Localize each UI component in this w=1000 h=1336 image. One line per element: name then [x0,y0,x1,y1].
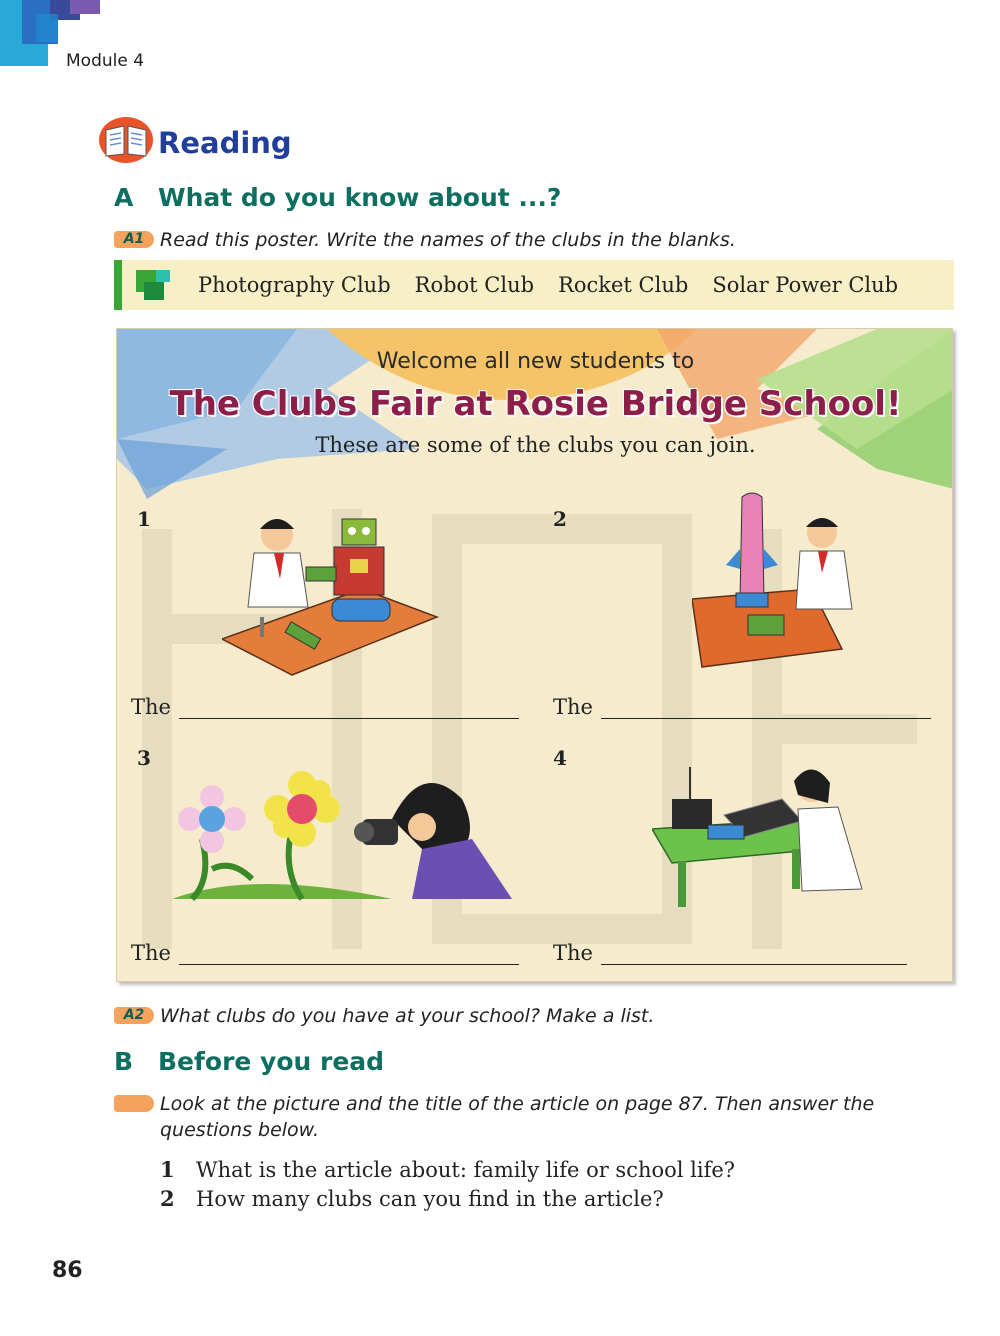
question-number: 1 [160,1157,175,1182]
photography-club-illustration [172,759,512,909]
question-text: What is the article about: family life or school life? [196,1158,736,1182]
word-bank-icon [114,260,174,310]
a1-instruction: Read this poster. Write the names of the clubs in the blanks. [160,229,736,251]
page-number: 86 [52,1258,83,1283]
word-bank-item: Solar Power Club [712,273,899,297]
section-a-letter: A [114,183,134,212]
rocket-club-illustration [692,489,872,669]
robot-club-illustration [222,489,442,689]
the-prefix: The [131,695,171,719]
the-prefix: The [553,695,593,719]
poster-welcome: Welcome all new students to [376,349,695,374]
item-number: 3 [137,746,151,770]
blank-line-4 [553,941,907,965]
item-number: 2 [553,507,567,531]
b-instruction-line-2: questions below. [160,1119,320,1141]
word-bank-box [114,260,954,310]
word-bank-item: Robot Club [414,273,535,297]
answer-blank[interactable] [601,701,931,719]
poster-subtitle: These are some of the clubs you can join. [315,433,756,457]
a2-instruction: What clubs do you have at your school? Make a list. [160,1005,655,1027]
answer-blank[interactable] [179,947,519,965]
clubs-fair-poster [116,328,953,982]
the-prefix: The [131,941,171,965]
answer-blank[interactable] [601,947,907,965]
section-b-heading [114,1047,384,1076]
section-a-heading [114,183,561,212]
blank-line-1 [131,695,519,719]
word-bank-list [198,260,898,310]
reading-title: Reading [158,126,292,160]
section-b-letter: B [114,1047,134,1076]
question-item [160,1157,735,1182]
question-item [160,1186,664,1211]
question-text: How many clubs can you find in the article? [196,1187,664,1211]
blank-line-3 [131,941,519,965]
blank-line-2 [553,695,931,719]
a2-tag: A2 [114,1007,154,1024]
b-instruction-line-1: Look at the picture and the title of the article on page 87. Then answer the [160,1093,875,1115]
item-number: 4 [553,746,567,770]
section-b-title: Before you read [158,1047,385,1076]
b-tag [114,1095,154,1112]
word-bank-item: Photography Club [198,273,391,297]
answer-blank[interactable] [179,701,519,719]
the-prefix: The [553,941,593,965]
open-book-icon [98,116,154,164]
question-number: 2 [160,1186,175,1211]
item-number: 1 [137,507,151,531]
word-bank-item: Rocket Club [558,273,689,297]
poster-title: The Clubs Fair at Rosie Bridge School! [169,384,902,424]
solar-power-club-illustration [652,759,872,909]
section-a-title: What do you know about ...? [158,183,562,212]
a1-tag: A1 [114,231,154,248]
module-label: Module 4 [66,51,145,71]
